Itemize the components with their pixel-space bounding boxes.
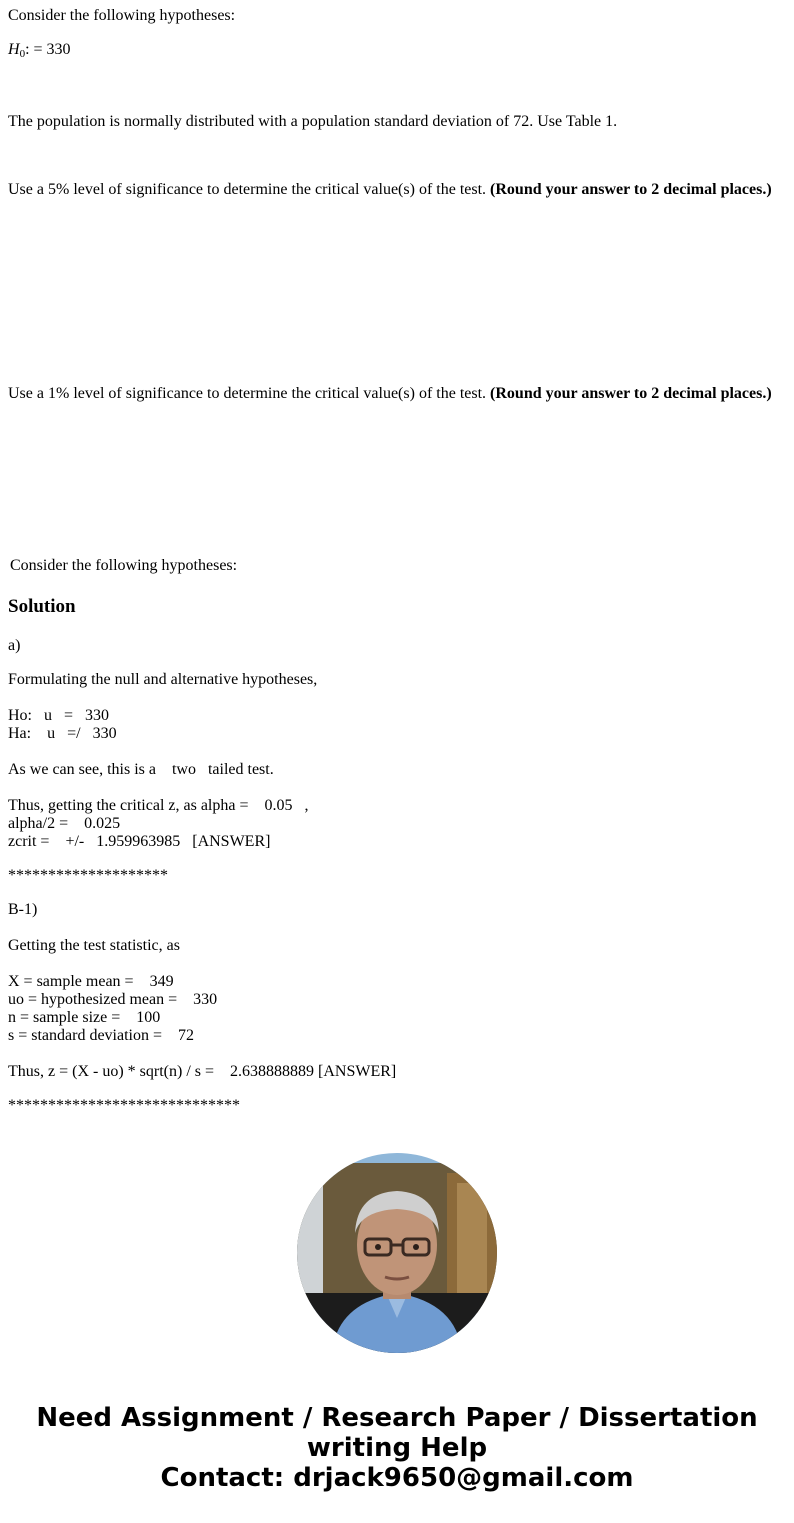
promo-banner (0, 1403, 794, 1493)
question-intro: Consider the following hypotheses: (8, 7, 236, 24)
z-statistic-line: Thus, z = (X - uo) * sqrt(n) / s = 2.638888889 [ANSWER] (8, 1063, 397, 1080)
sample-mean-line: X = sample mean = 349 (8, 973, 174, 990)
tailed-test-text: As we can see, this is a two tailed test. (8, 761, 274, 778)
question-1-percent-text: Use a 1% level of significance to determine the critical value(s) of the test. (8, 385, 491, 402)
h0-subscript: 0 (19, 48, 26, 60)
critical-alpha-line: Thus, getting the critical z, as alpha = 0.05 , (8, 797, 309, 814)
avatar (297, 1153, 497, 1353)
solution-intro-repeat: Consider the following hypotheses: (10, 557, 238, 574)
population-statement: The population is normally distributed with a population standard deviation of 72. Use Table 1. (8, 113, 618, 130)
promo-contact-line: Contact: drjack9650@gmail.com (160, 1463, 634, 1493)
promo-line-2: writing Help (306, 1433, 488, 1463)
critical-half-alpha-line: alpha/2 = 0.025 (8, 815, 121, 832)
promo-line-1: Need Assignment / Research Paper / Dissertation (36, 1403, 758, 1433)
formulating-text: Formulating the null and alternative hypotheses, (8, 671, 318, 688)
getting-statistic-text: Getting the test statistic, as (8, 937, 180, 954)
avatar-portrait (297, 1153, 497, 1353)
separator-stars-2: ***************************** (8, 1097, 240, 1114)
part-b1-label: B-1) (8, 901, 38, 918)
solution-title: Solution (8, 596, 76, 617)
null-hypothesis (8, 41, 71, 59)
critical-z-line: zcrit = +/- 1.959963985 [ANSWER] (8, 833, 271, 850)
ho-line: Ho: u = 330 (8, 707, 110, 724)
separator-stars-1: ******************** (8, 867, 168, 884)
hypotheses-block (8, 707, 117, 743)
question-1-percent-rounding: (Round your answer to 2 decimal places.) (490, 385, 772, 402)
question-5-percent-text: Use a 5% level of significance to determine the critical value(s) of the test. (8, 181, 491, 198)
question-1-percent (8, 385, 772, 403)
ha-line: Ha: u =/ 330 (8, 725, 117, 742)
std-dev-line: s = standard deviation = 72 (8, 1027, 195, 1044)
variables-block (8, 973, 217, 1045)
h0-symbol: H (8, 41, 20, 58)
h0-value: : = 330 (25, 41, 71, 58)
hypothesized-mean-line: uo = hypothesized mean = 330 (8, 991, 218, 1008)
part-a-label: a) (8, 637, 21, 654)
question-5-percent-rounding: (Round your answer to 2 decimal places.) (490, 181, 772, 198)
critical-value-block (8, 797, 309, 851)
question-5-percent (8, 181, 772, 199)
sample-size-line: n = sample size = 100 (8, 1009, 161, 1026)
